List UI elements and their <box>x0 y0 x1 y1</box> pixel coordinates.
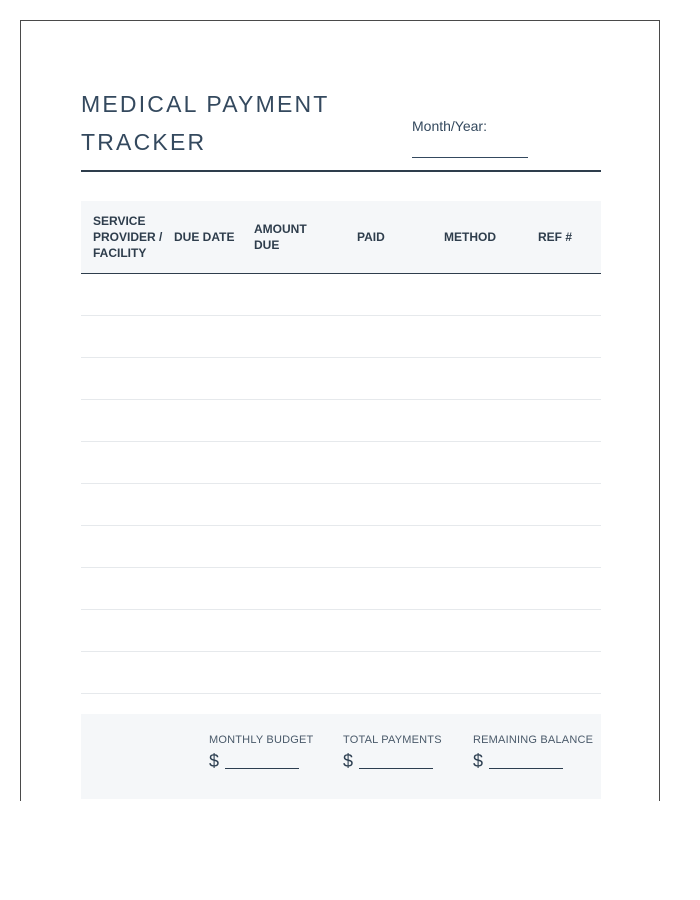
monthly-budget-field <box>209 734 313 772</box>
monthly-budget-label: MONTHLY BUDGET <box>209 734 314 746</box>
table-row <box>81 442 601 484</box>
total-payments-field <box>343 734 442 772</box>
column-header-service-provider: SERVICE PROVIDER / FACILITY <box>93 214 163 260</box>
payment-table <box>81 201 601 694</box>
column-header-method: METHOD <box>444 230 496 244</box>
table-body <box>81 274 601 694</box>
currency-symbol: $ <box>473 751 484 771</box>
column-header-amount-due: AMOUNT DUE <box>254 222 307 252</box>
table-row <box>81 526 601 568</box>
table-row <box>81 316 601 358</box>
column-header-ref: REF # <box>538 230 573 244</box>
remaining-balance-field <box>473 734 593 772</box>
currency-symbol: $ <box>209 751 220 771</box>
month-year-field <box>412 117 552 158</box>
table-header <box>81 201 601 274</box>
total-payments-label: TOTAL PAYMENTS <box>343 734 442 746</box>
column-header-due-date: DUE DATE <box>174 230 235 244</box>
table-row <box>81 610 601 652</box>
document-title: MEDICAL PAYMENT TRACKER <box>81 91 330 155</box>
table-row <box>81 274 601 316</box>
monthly-budget-blank-line <box>225 752 299 769</box>
tracker-page <box>20 20 660 801</box>
table-row <box>81 358 601 400</box>
summary-panel <box>81 714 601 799</box>
table-row <box>81 400 601 442</box>
table-row <box>81 652 601 694</box>
month-year-label: Month/Year: <box>412 118 487 134</box>
month-year-blank-line <box>412 145 528 158</box>
column-header-paid: PAID <box>357 230 385 244</box>
remaining-balance-blank-line <box>489 752 563 769</box>
table-row <box>81 484 601 526</box>
document-header <box>81 85 601 172</box>
table-row <box>81 568 601 610</box>
remaining-balance-label: REMAINING BALANCE <box>473 734 594 746</box>
total-payments-blank-line <box>359 752 433 769</box>
currency-symbol: $ <box>343 751 354 771</box>
